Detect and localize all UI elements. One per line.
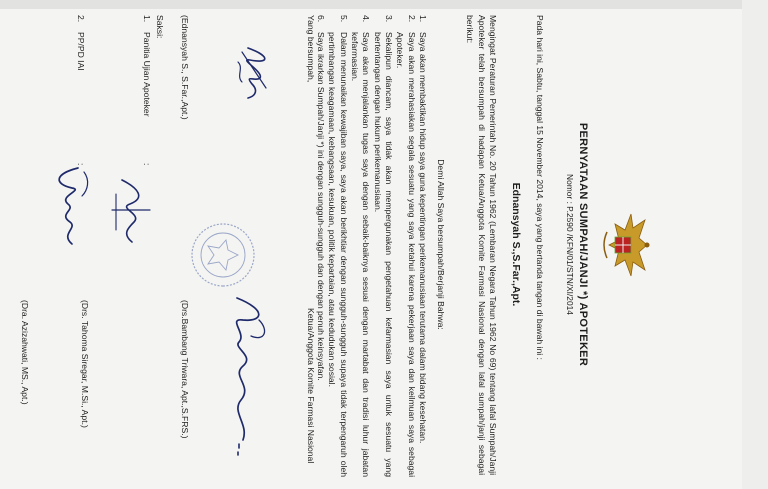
committee-label: Ketua/Anggota Komite Farmasi Nasional (306, 308, 316, 464)
oath-point: 5. Dalam menunaikan kewajiban saya, saya akan berikhtiar dengan sungguh-sungguh supaya tidak terpengaruh oleh pertimbangan keagamaan, kebangsaan, kesukuan, politik kepartaian, atau kedudukan sosial. (327, 15, 349, 477)
oath-taker-name: Ednansyah S.,S.Far.,Apt. (510, 182, 522, 307)
legal-basis-paragraph: Mengingat Peraturan Pemerintah No. 20 Tahun 1962 (Lembaran Negara Tahun 1962 No 69) tentang lafal Sumpah/Janji Apoteker telah bersumpah di hadapan Ketua/Anggota Komite Farmasi Nasional dengan lafal sumpah/janji sebagai berikut: (465, 15, 498, 475)
witness-row: 1.Panitia Ujian Apoteker : (142, 15, 152, 166)
witness-row: 2.PP/PD IAI : (76, 15, 86, 166)
witness-2-signature (48, 160, 98, 260)
oath-point: 1. Saya akan membaktikan hidup saya guna kepentingan perikemanusiaan terutama dalam bidang kesehatan. (418, 15, 428, 444)
committee-seal-icon (188, 220, 258, 290)
witness-role: PP/PD IAI (76, 32, 86, 71)
oath-points-list (315, 15, 428, 477)
garuda-emblem-icon (593, 210, 653, 280)
oath-point: 4. Saya akan menjalankan tugas saya dengan sebaik-baiknya sesuai dengan martabat dan tradisi luhur jabatan kefarmasian. (349, 15, 372, 477)
oath-point: 6. Saya ikrarkan Sumpah/Janji *) ini dengan sungguh-sungguh dan dengan penuh keinsyafan. (315, 15, 326, 381)
oath-point: 2. Saya akan merahasiakan segala sesuatu yang saya ketahui karena pekerjaan saya dan keilmuan saya sebagai Apoteker. (395, 15, 417, 477)
witness-2-printed-name: (Dra. Azizahwati, MS., Apt.) (20, 300, 30, 405)
committee-signature (213, 290, 273, 460)
document-number: Nomor : P.2590 /KFN/01/STN/XI/2014 (565, 174, 575, 315)
witness-1-signature (106, 170, 156, 250)
oath-taker-printed-name: (Ednansyah S., S.Far.,Apt.) (180, 15, 190, 120)
witness-role: Panitia Ujian Apoteker (142, 32, 152, 117)
committee-printed-name: (Drs.Bambang Triwara, Apt.,S.FRS.) (180, 300, 190, 439)
oath-taker-label: Yang bersumpah, (306, 15, 316, 83)
oath-intro: Demi Allah Saya bersumpah/Berjanji Bahwa: (436, 159, 446, 330)
opening-statement: Pada hari ini, Sabtu, tanggal 15 November 2014, saya yang bertanda tangan di bawah ini : (535, 15, 545, 360)
oath-point: 3. Sekalipun diancam, saya tidak akan mempergunakan pengetahuan kefarmasian saya untuk sesuatu yang bertentangan dengan hukum perikemanusiaan. (372, 15, 394, 477)
witness-label: Saksi: (155, 15, 165, 39)
document-title: PERNYATAAN SUMPAH/JANJI *) APOTEKER (577, 122, 589, 367)
witness-1-printed-name: (Drs. Tahoma Siregar, M.Si., Apt.) (80, 300, 90, 428)
oath-taker-signature (230, 38, 278, 108)
